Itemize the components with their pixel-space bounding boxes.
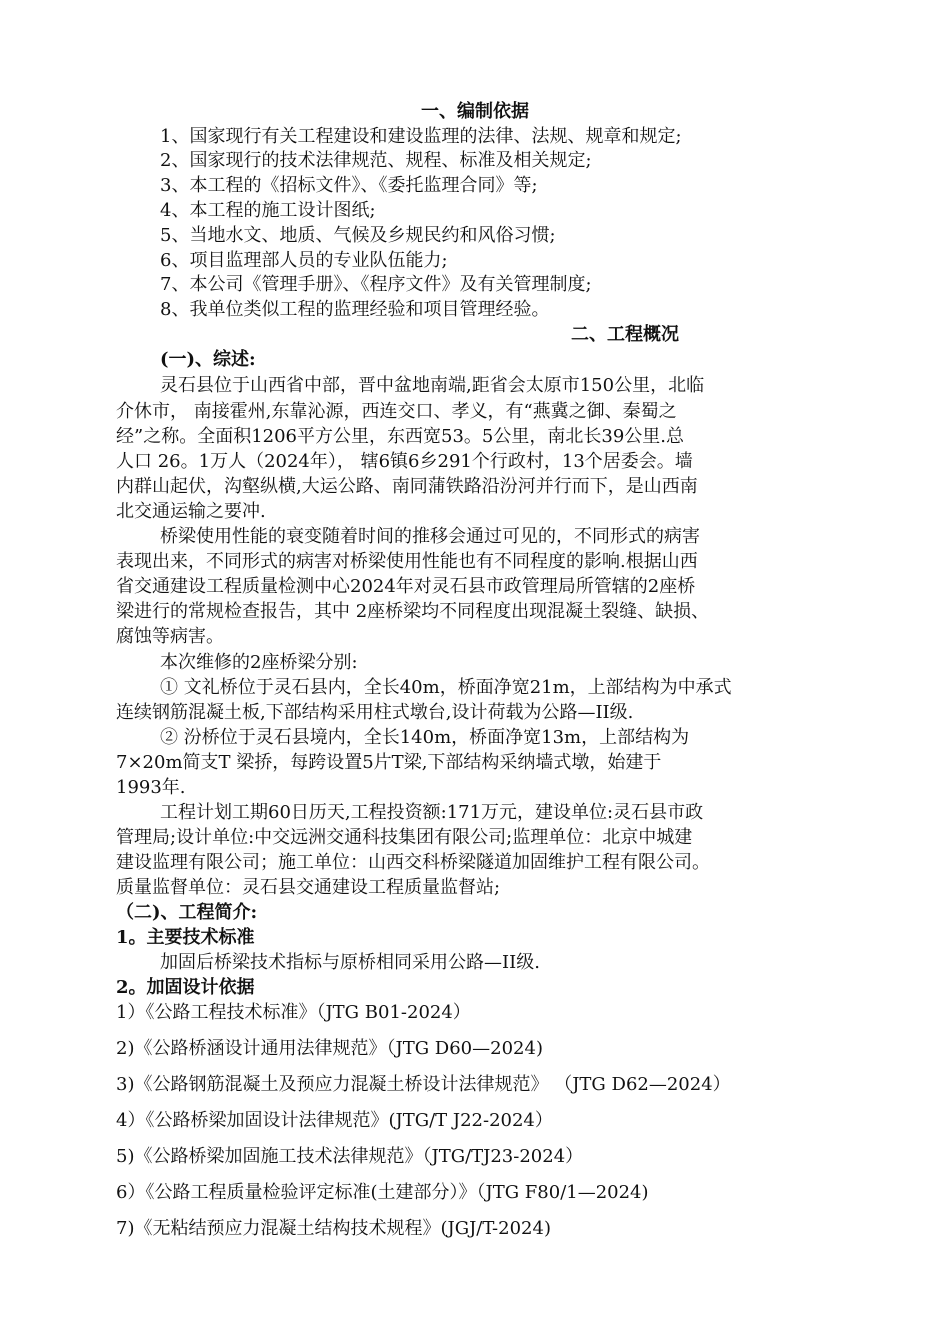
paragraph-line: 人口 26。1万人（2024年）， 辖6镇6乡291个行政村，13个居委会。墙	[116, 451, 693, 472]
basis-item: 1、国家现行有关工程建设和建设监理的法律、法规、规章和规定;	[160, 126, 682, 147]
reference-item: 1）《公路工程技术标准》（JTG B01-2024）	[116, 1002, 471, 1023]
bridge-line: 7×20m简支T 梁挢，每跨设置5片T梁,下部结构采纳墙式墩，始建于	[116, 752, 662, 773]
paragraph-line: 介休市， 南接霍州,东靠沁源，西连交口、孝义，有“燕冀之御、秦蜀之	[116, 401, 677, 422]
heading-tech-standard: 1。主要技术标准	[116, 927, 255, 948]
subheading-summary: (一)、综述:	[160, 349, 256, 370]
paragraph-line: 梁进行的常规检查报告，其中 2座桥梁均不同程度出现混凝土裂缝、缺损、	[116, 601, 710, 622]
paragraph-line: 工程计划工期60日历天,工程投资额:171万元，建设单位:灵石县市政	[160, 802, 704, 823]
paragraph-line: 北交通运输之要冲.	[116, 501, 266, 522]
paragraph-line: 经”之称。全面积1206平方公里，东西宽53。5公里，南北长39公里.总	[116, 426, 684, 447]
paragraph-line: 建设监理有限公司；施工单位：山西交科桥梁隧道加固维护工程有限公司。	[116, 852, 710, 873]
section-heading-basis: 一、编制依据	[421, 101, 529, 122]
basis-item: 2、国家现行的技术法律规范、规程、标准及相关规定;	[160, 150, 592, 171]
basis-item: 7、本公司《管理手册》、《程序文件》及有关管理制度;	[160, 274, 592, 295]
paragraph-line: 内群山起伏，沟壑纵横,大运公路、南同蒲铁路沿汾河并行而下，是山西南	[116, 476, 698, 497]
reference-item: 7)《无粘结预应力混凝土结构技术规程》(JGJ/T-2024)	[116, 1218, 551, 1239]
bridge-line: 连续钢筋混凝土板,下部结构采用柱式墩台,设计荷载为公路—II级.	[116, 702, 634, 723]
paragraph-line: 质量监督单位：灵石县交通建设工程质量监督站;	[116, 877, 501, 898]
paragraph-line: 加固后桥梁技术指标与原桥相同采用公路—II级.	[160, 952, 540, 973]
bridge-line: 1993年.	[116, 777, 186, 798]
subheading-intro: （二)、工程简介:	[116, 902, 258, 923]
basis-item: 5、当地水文、地质、气候及乡规民约和风俗习惯;	[160, 225, 556, 246]
bridge-line: ② 汾桥位于灵石县境内，全长140m，桥面净宽13m，上部结构为	[160, 727, 690, 748]
paragraph-line: 管理局;设计单位:中交远洲交通科技集团有限公司;监理单位：北京中城建	[116, 827, 693, 848]
basis-item: 8、我单位类似工程的监理经验和项目管理经验。	[160, 299, 550, 320]
basis-item: 4、本工程的施工设计图纸;	[160, 200, 376, 221]
heading-design-basis: 2。加固设计依据	[116, 977, 255, 998]
reference-item: 3)《公路钢筋混凝土及预应力混凝土桥设计法律规范》 （JTG D62—2024）	[116, 1074, 731, 1095]
paragraph-line: 省交通建设工程质量检测中心2024年对灵石县市政管理局所管辖的2座桥	[116, 576, 696, 597]
reference-item: 5)《公路桥梁加固施工技术法律规范》（JTG/TJ23-2024）	[116, 1146, 584, 1167]
basis-item: 6、项目监理部人员的专业队伍能力;	[160, 250, 448, 271]
reference-item: 6）《公路工程质量检验评定标准(土建部分）》（JTG F80/1—2024)	[116, 1182, 649, 1203]
basis-item: 3、本工程的《招标文件》、《委托监理合同》等;	[160, 175, 538, 196]
paragraph-line: 表现出来，不同形式的病害对桥梁使用性能也有不同程度的影响.根据山西	[116, 551, 698, 572]
reference-item: 2)《公路桥涵设计通用法律规范》（JTG D60—2024)	[116, 1038, 543, 1059]
reference-item: 4）《公路桥梁加固设计法律规范》(JTG/T J22-2024）	[116, 1110, 553, 1131]
paragraph-line: 腐蚀等病害。	[116, 626, 224, 647]
bridge-line: ① 文礼桥位于灵石县内，全长40m，桥面净宽21m，上部结构为中承式	[160, 677, 732, 698]
paragraph-line: 本次维修的2座桥梁分别:	[160, 652, 358, 673]
paragraph-line: 桥梁使用性能的衰变随着时间的推移会通过可见的，不同形式的病害	[160, 526, 700, 547]
paragraph-line: 灵石县位于山西省中部，晋中盆地南端,距省会太原市150公里，北临	[160, 375, 705, 396]
section-heading-overview: 二、工程概况	[571, 324, 679, 345]
